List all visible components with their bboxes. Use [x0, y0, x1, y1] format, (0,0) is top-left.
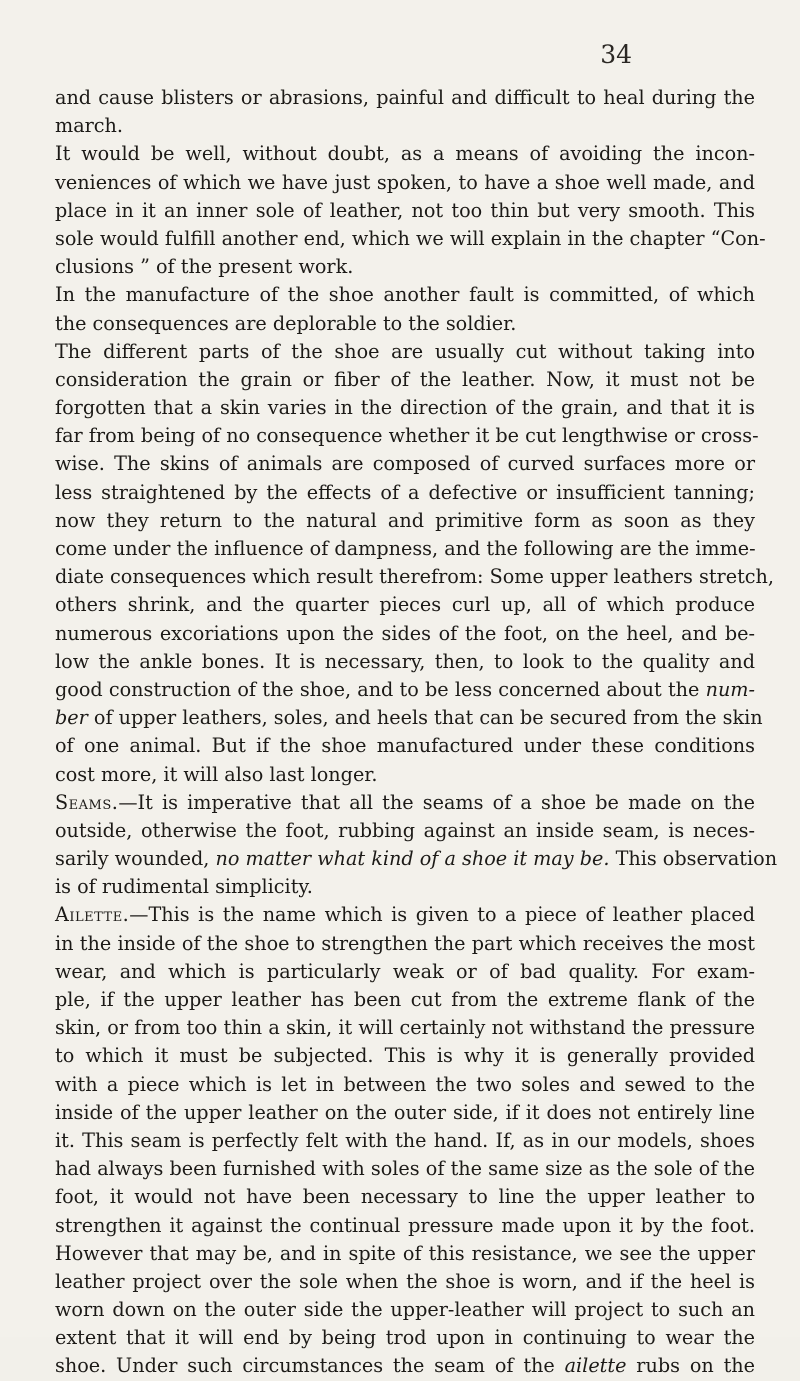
text-line	[55, 140, 755, 168]
text-line	[55, 338, 755, 366]
text-run: clusions ” of the present work.	[55, 255, 354, 279]
text-line	[55, 507, 755, 535]
text-line	[55, 1099, 755, 1127]
text-run: diate consequences which result therefrom: Some upper leathers stretch,	[55, 565, 774, 589]
text-run: ple, if the upper leather has been cut from the extreme flank of the	[55, 988, 755, 1011]
text-line	[55, 1212, 755, 1240]
text-run: consideration the grain or fiber of the leather. Now, it must not be	[55, 367, 755, 391]
text-run: forgotten that a skin varies in the direction of the grain, and that it is	[55, 396, 755, 420]
text-run: it. This seam is perfectly felt with the hand. If, as in our models, shoes	[55, 1128, 755, 1152]
text-line	[55, 620, 755, 648]
text-run: The different parts of the shoe are usually cut without taking into	[55, 339, 755, 363]
text-line	[55, 1240, 755, 1268]
text-run: inside of the upper leather on the outer side, if it does not entirely line	[55, 1100, 755, 1124]
text-line	[55, 84, 755, 112]
text-line	[55, 535, 755, 563]
text-run: low the ankle bones. It is necessary, then, to look to the quality and	[55, 649, 755, 673]
text-line	[55, 1352, 755, 1380]
text-run: place in it an inner sole of leather, not too thin but very smooth. This	[55, 198, 755, 222]
text-run: veniences of which we have just spoken, to have a shoe well made, and	[55, 170, 755, 194]
text-run: and cause blisters or abrasions, painful and difficult to heal during the	[55, 86, 755, 109]
text-line	[55, 1071, 755, 1099]
text-line	[55, 732, 755, 760]
page-number: 34	[600, 40, 632, 69]
text-run: rubs on the	[626, 1354, 755, 1378]
text-line	[55, 169, 755, 197]
text-run: shoe. Under such circumstances the seam of the	[55, 1354, 565, 1378]
italic-text: num-	[705, 677, 755, 701]
italic-text: ailette	[564, 1354, 627, 1378]
text-line	[55, 422, 759, 450]
text-run: less straightened by the effects of a defective or insufficient tanning;	[55, 480, 755, 504]
text-run: to which it must be subjected. This is why it is generally provided	[55, 1044, 755, 1068]
text-line	[55, 704, 763, 732]
italic-text: no matter what kind of a shoe it may be.	[215, 847, 610, 871]
text-run: wear, and which is particularly weak or of bad quality. For exam-	[55, 959, 755, 983]
text-line	[55, 225, 766, 253]
section-heading: Ailette.	[55, 903, 130, 927]
text-run: is of rudimental simplicity.	[55, 875, 313, 899]
text-run: leather project over the sole when the shoe is worn, and if the heel is	[55, 1269, 755, 1293]
text-run: —This is the name which is given to a piece of leather placed	[129, 903, 755, 927]
text-run: In the manufacture of the shoe another fault is committed, of which	[55, 283, 755, 307]
body-text	[55, 84, 778, 1381]
text-line	[55, 1324, 755, 1352]
text-run: sarily wounded,	[55, 847, 216, 871]
text-run: had always been furnished with soles of the same size as the sole of the	[55, 1157, 755, 1181]
text-run: of upper leathers, soles, and heels that can be secured from the skin	[87, 706, 763, 730]
text-line	[55, 986, 755, 1014]
text-line	[55, 873, 755, 901]
text-line	[55, 817, 755, 845]
section-heading: Seams.	[55, 790, 119, 814]
text-line	[55, 901, 755, 929]
text-run: outside, otherwise the foot, rubbing against an inside seam, is neces-	[55, 818, 755, 842]
text-run: This observation	[609, 847, 778, 871]
text-run: with a piece which is let in between the two soles and sewed to the	[55, 1072, 755, 1096]
text-run: come under the influence of dampness, and the following are the imme-	[55, 537, 756, 560]
text-line	[55, 1042, 755, 1070]
text-line	[55, 563, 774, 591]
text-line	[55, 253, 755, 281]
text-run: others shrink, and the quarter pieces curl up, all of which produce	[55, 593, 755, 617]
text-run: of one animal. But if the shoe manufactured under these conditions	[55, 734, 755, 758]
text-line	[55, 761, 755, 789]
text-run: the consequences are deplorable to the soldier.	[55, 311, 517, 335]
text-line	[55, 1183, 755, 1211]
text-run: —It is imperative that all the seams of a shoe be made on the	[118, 790, 755, 814]
text-line	[55, 310, 755, 338]
text-line	[55, 197, 755, 225]
text-run: wise. The skins of animals are composed of curved surfaces more or	[55, 452, 755, 476]
text-run: worn down on the outer side the upper-leather will project to such an	[55, 1298, 755, 1322]
text-line	[55, 366, 755, 394]
text-line	[55, 394, 755, 422]
text-run: numerous excoriations upon the sides of the foot, on the heel, and be-	[55, 621, 755, 645]
text-run: sole would fulfill another end, which we will explain in the chapter “Con-	[55, 226, 766, 250]
text-line	[55, 1268, 755, 1296]
text-run: strengthen it against the continual pressure made upon it by the foot.	[55, 1213, 755, 1237]
text-run: extent that it will end by being trod upon in continuing to wear the	[55, 1326, 755, 1350]
italic-text: ber	[55, 706, 88, 730]
text-line	[55, 450, 755, 478]
text-line	[55, 1155, 755, 1183]
text-run: However that may be, and in spite of this resistance, we see the upper	[55, 1241, 755, 1265]
text-line	[55, 930, 755, 958]
text-run: foot, it would not have been necessary to line the upper leather to	[55, 1185, 755, 1209]
text-line	[55, 1296, 755, 1324]
text-run: It would be well, without doubt, as a means of avoiding the incon-	[55, 142, 755, 166]
text-run: skin, or from too thin a skin, it will certainly not withstand the pressure	[55, 1016, 755, 1040]
text-line	[55, 648, 755, 676]
text-line	[55, 958, 755, 986]
text-line	[55, 845, 778, 873]
text-run: cost more, it will also last longer.	[55, 762, 378, 786]
text-line	[55, 591, 755, 619]
text-run: far from being of no consequence whether it be cut lengthwise or cross-	[55, 424, 759, 448]
text-run: in the inside of the shoe to strengthen the part which receives the most	[55, 931, 755, 955]
text-run: good construction of the shoe, and to be less concerned about the	[55, 677, 706, 701]
text-line	[55, 789, 755, 817]
text-line	[55, 112, 755, 140]
text-run: march.	[55, 114, 124, 138]
text-line	[55, 1127, 755, 1155]
text-line	[55, 1014, 755, 1042]
text-line	[55, 281, 755, 309]
text-line	[55, 479, 755, 507]
text-run: now they return to the natural and primitive form as soon as they	[55, 508, 755, 532]
text-line	[55, 676, 755, 704]
